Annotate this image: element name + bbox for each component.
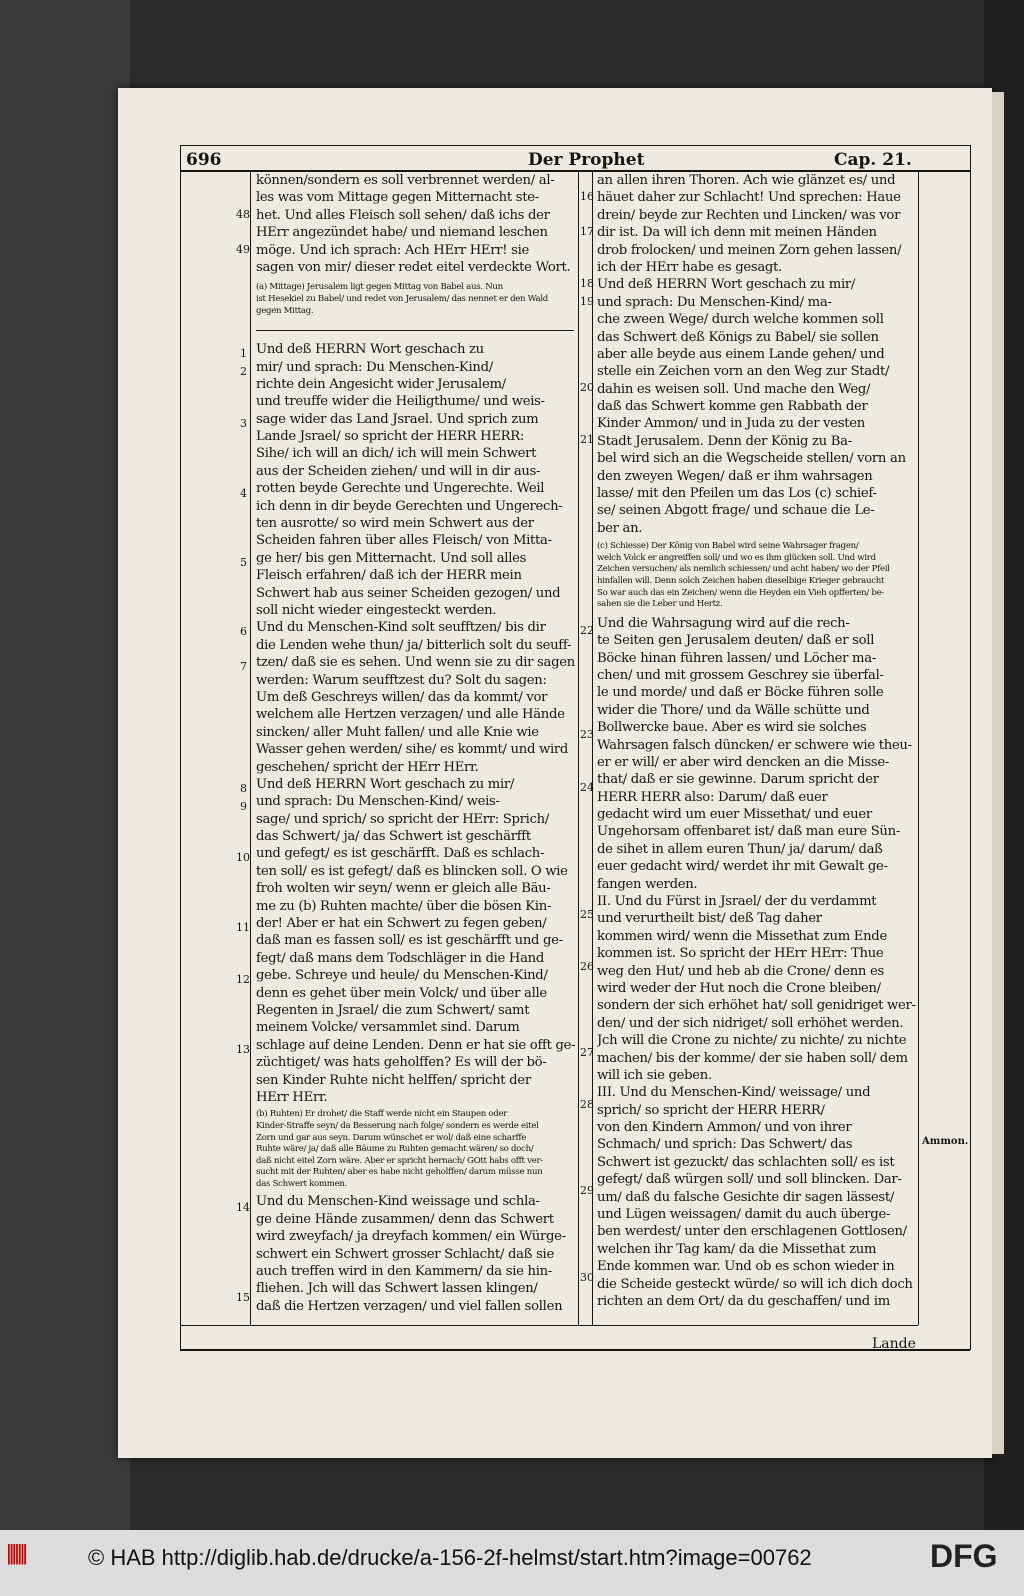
verse-number: 18 [580, 277, 594, 290]
verse-number: 19 [580, 295, 594, 308]
verse-number: 5 [240, 556, 247, 569]
verse-number: 26 [580, 960, 594, 973]
text-line: les was vom Mittage gegen Mitternacht ste- [256, 190, 539, 206]
verse-number: 1 [240, 347, 247, 360]
verse-number: 28 [580, 1098, 594, 1111]
verse-block: Und du Menschen-Kind weissage und schla- ge deine Hände zusammen/ denn das Schwert wird zweyfach/ ja dreyfach kommen/ ein Würge- schwert ein Schwert grosser Schlacht/ daß sie auch treffen wird in den Kammern/ da sie hin- fliehen. Jch will das Schwert lassen klingen/ daß die Hertzen verzagen/ und viel fallen sollen [256, 1194, 566, 1314]
verse-number: 21 [580, 433, 594, 446]
verse-number: 8 [240, 782, 247, 795]
page-edge [992, 92, 1004, 1454]
barcode-icon: ||||||| [6, 1540, 26, 1565]
margin-rule-right [918, 170, 919, 1325]
verse-number: 2 [240, 365, 247, 378]
verse-number: 3 [240, 417, 247, 430]
verse-number: 14 [236, 1201, 250, 1214]
verse-number: 25 [580, 908, 594, 921]
text-line: het. Und alles Fleisch soll sehen/ daß ichs der [256, 207, 550, 223]
verse-number: 16 [580, 190, 594, 203]
catchword: Lande [872, 1336, 916, 1352]
verse-number: 27 [580, 1046, 594, 1059]
verse-number: 10 [236, 851, 250, 864]
dfg-logo: DFG [930, 1538, 998, 1574]
verse-block: Und deß HERRN Wort geschach zu mir/ und sprach: Du Menschen-Kind/ richte dein Angesicht wider Jerusalem/ und treuffe wider die Heiligthume/ und weis- sage wider das Land Jsrael. Und sprich zum Lande Jsrael/ so spricht der HERR HERR: Sihe/ ich will an dich/ ich will mein Schwert aus der Scheiden ziehen/ und will in dir aus- rotten beyde Gerechte und Ungerechte. Weil ich denn in dir beyde Gerechten und Ungerech- ten ausrotte/ so wird mein Schwert aus der Scheiden fahren über alles Fleisch/ von Mitta- ge her/ bis gen Mitternacht. Und soll alles Fleisch erfahren/ daß ich der HERR mein Schwert hab aus seiner Scheiden gezogen/ und soll nicht wieder eingesteckt werden. Und du Menschen-Kind solt seufftzen/ bis dir die Lenden wehe thun/ ja/ bitterlich solt du seuff- tzen/ daß sie es sehen. Und wenn sie zu dir sagen werden: Warum seufftzest du? Solt du sagen: Um deß Geschreys willen/ das da kommt/ vor welchem alle Hertzen verzagen/ und alle Hände sincken/ aller Muht fallen/ und alle Knie wie Wasser gehen werden/ sihe/ es kommt/ und wird geschehen/ spricht der HErr HErr. Und deß HERRN Wort geschach zu mir/ und sprach: Du Menschen-Kind/ weis- sage/ und sprich/ so spricht der HErr: Sprich/ das Schwert/ ja/ das Schwert ist geschärfft und gefegt/ es ist geschärfft. Daß es schlach- ten soll/ es ist gefegt/ daß es blincken soll. O wie froh wolten wir seyn/ wenn er gleich alle Bäu- me zu (b) Ruhten machte/ über die bösen Kin- der! Aber er hat ein Schwert zu fegen geben/ daß man es fassen soll/ es ist geschärfft und ge- fegt/ daß mans dem Todschläger in die Hand gebe. Schreye und heule/ du Menschen-Kind/ denn es gehet über mein Volck/ und über alle Regenten in Jsrael/ die zum Schwert/ samt meinem Volcke/ versammlet sind. Darum schlage auf deine Lenden. Denn er hat sie offt ge- züchtiget/ was hats geholffen? Es will der bö- sen Kinder Ruhte nicht helffen/ spricht der HErr HErr. [256, 342, 576, 1105]
background-left [0, 0, 130, 1596]
verse-number: 13 [236, 1043, 250, 1056]
left-column [256, 172, 576, 1315]
text-line: HErr angezündet habe/ und niemand leschen [256, 225, 548, 241]
verse-number: 6 [240, 625, 247, 638]
verse-number: 11 [236, 921, 250, 934]
verse-number: 29 [580, 1184, 594, 1197]
footnote-a: (a) Mittage) Jerusalem ligt gegen Mittag von Babel aus. Nun ist Hesekiel zu Babel/ und redet von Jerusalem/ das nennet er den Wald gegen Mittag. [256, 282, 548, 316]
verse-number: 20 [580, 381, 594, 394]
verse-number: 48 [236, 208, 250, 221]
running-title: Der Prophet [528, 150, 645, 170]
verse-number: 7 [240, 660, 247, 673]
text-line: können/sondern es soll verbrennet werden/ al- [256, 173, 555, 188]
margin-rule-left [250, 170, 251, 1325]
verse-number: 4 [240, 487, 247, 500]
verse-number: 17 [580, 225, 594, 238]
credit-link[interactable]: © HAB http://diglib.hab.de/drucke/a-156-2f-helmst/start.htm?image=00762 [88, 1545, 812, 1570]
verse-number: 15 [236, 1291, 250, 1304]
verse-number: 12 [236, 973, 250, 986]
text-line: möge. Und ich sprach: Ach HErr HErr! sie [256, 242, 530, 258]
verse-number: 30 [580, 1271, 594, 1284]
verse-block: Und die Wahrsagung wird auf die rech- te Seiten gen Jerusalem deuten/ daß er soll Böcke hinan führen lassen/ und Löcher ma- chen/ und mit grossem Geschrey sie überfal- le und morde/ und daß er Böcke führen solle wider die Thore/ und da Wälle schütte und Bollwercke baue. Aber es wird sie solches Wahrsagen falsch düncken/ er schwere wie theu- er er will/ er aber wird dencken an die Misse- that/ daß er sie gewinne. Darum spricht der HERR HERR also: Darum/ daß euer gedacht wird um euer Missethat/ und euer Ungehorsam offenbaret ist/ daß man eure Sün- de sihet in allem euren Thun/ ja/ darum/ daß euer gedacht wird/ werdet ihr mit Gewalt ge- fangen werden. II. Und du Fürst in Jsrael/ der du verdammt und verurtheilt bist/ deß Tag daher kommen wird/ wenn die Missethat zum Ende kommen ist. So spricht der HErr HErr: Thue weg den Hut/ und heb ab die Crone/ denn es wird weder der Hut noch die Crone bleiben/ sondern der sich erhöhet hat/ soll genidriget wer- den/ und der sich nidriget/ soll erhöhet werden. Jch will die Crone zu nichte/ zu nichte/ zu nichte machen/ bis der komme/ der sie haben soll/ dem will ich sie geben. III. Und du Menschen-Kind/ weissage/ und sprich/ so spricht der HERR HERR/ von den Kindern Ammon/ und von ihrer Schmach/ und sprich: Das Schwert/ das Schwert ist gezuckt/ das schlachten soll/ es ist gefegt/ daß würgen soll/ und soll blincken. Dar- um/ daß du falsche Gesichte dir sagen lässest/ und Lügen weissagen/ damit du auch überge- ben werdest/ unter den erschlagenen Gottlosen/ welchen ihr Tag kam/ da die Missethat zum Ende kommen war. Und ob es schon wieder in die Scheide gesteckt würde/ so will ich dich doch richten an dem Ort/ da du geschaffen/ und im [597, 615, 916, 1309]
column-rule-1 [578, 170, 579, 1325]
top-rule [180, 145, 970, 146]
frame-left [180, 145, 181, 1350]
chapter-label: Cap. 21. [834, 150, 912, 170]
text-line: sagen von mir/ dieser redet eitel verdeckte Wort. [256, 259, 571, 275]
right-column: an allen ihren Thoren. Ach wie glänzet es/ und häuet daher zur Schlacht! Und sprechen: Haue drein/ beyde zur Rechten und Lincken/ was vor dir ist. Da will ich denn mit meinen Händen drob frolocken/ und meinen Zorn gehen lassen/ ich der HErr habe es gesagt. Und deß HERRN Wort geschach zu mir/ und sprach: Du Menschen-Kind/ ma- che zween Wege/ durch welche kommen soll das Schwert deß Königs zu Babel/ sie sollen aber alle beyde aus einem Lande gehen/ und stelle ein Zeichen vorn an den Weg zur Stadt/ dahin es weisen soll. Und mache den Weg/ daß das Schwert komme gen Rabbath der Kinder Ammon/ und in Juda zu der vesten Stadt Jerusalem. Denn der König zu Ba- bel wird sich an die Wegscheide stellen/ vorn an den zweyen Wegen/ daß er ihm wahrsagen lasse/ mit den Pfeilen um das Los (c) schief- se/ seinen Abgott frage/ und schaue die Le- ber an. (c) Schiesse) Der König von Babel wird seine Wahrsager fragen/ welch Volck er angreiffen soll/ und wo es ihm glücken soll. Und wird Zeichen versuchen/ als nemlich schiessen/ und acht haben/ wo der Pfeil hinfallen will. Denn solch Zeichen haben dieselbige Krieger gebraucht So war auch das ein Zeichen/ wenn die Heyden ein Vieh opfferten/ be- sahen sie die Leber und Hertz. Und die Wahrsagung wird auf die rech- te Seiten gen Jerusalem deuten/ daß er soll Böcke hinan führen lassen/ und Löcher ma- chen/ und mit grossem Geschrey sie überfal- le und morde/ und daß er Böcke führen solle wider die Thore/ und da Wälle schütte und Bollwercke baue. Aber es wird sie solches Wahrsagen falsch düncken/ er schwere wie theu- er er will/ er aber wird dencken an die Misse- that/ daß er sie gewinne. Darum spricht der HERR HERR also: Darum/ daß euer gedacht wird um euer Missethat/ und euer Ungehorsam offenbaret ist/ daß man eure Sün- de sihet in allem euren Thun/ ja/ darum/ daß euer gedacht wird/ werdet ihr mit Gewalt ge- fangen werden. II. Und du Fürst in Jsrael/ der du verdammt und verurtheilt bist/ deß Tag daher kommen wird/ wenn die Missethat zum Ende kommen ist. So spricht der HErr HErr: Thue weg den Hut/ und heb ab die Crone/ denn es wird weder der Hut noch die Crone bleiben/ sondern der sich erhöhet hat/ soll genidriget wer- den/ und der sich nidriget/ soll erhöhet werden. Jch will die Crone zu nichte/ zu nichte/ zu nichte machen/ bis der komme/ der sie haben soll/ dem will ich sie geben. III. Und du Menschen-Kind/ weissage/ und sprich/ so spricht der HERR HERR/ von den Kindern Ammon/ und von ihrer Schmach/ und sprich: Das Schwert/ das Schwert ist gezuckt/ das schlachten soll/ es ist gefegt/ daß würgen soll/ und soll blincken. Dar- um/ daß du falsche Gesichte dir sagen lässest/ und Lügen weissagen/ damit du auch überge- ben werdest/ unter den erschlagenen Gottlosen/ welchen ihr Tag kam/ da die Missethat zum Ende kommen war. Und ob es schon wieder in die Scheide gesteckt würde/ so will ich dich doch richten an dem Ort/ da du geschaffen/ und im [597, 173, 916, 1309]
verse-number: 24 [580, 781, 594, 794]
bottom-rule [180, 1325, 918, 1326]
column-rule-2 [592, 170, 593, 1325]
frame-right [970, 145, 971, 1350]
verse-number: 23 [580, 728, 594, 741]
footnote-c: (c) Schiesse) Der König von Babel wird seine Wahrsager fragen/ welch Volck er angreiffen soll/ und wo es ihm glücken soll. Und wird Zeichen versuchen/ als nemlich schiessen/ und acht haben/ wo der Pfeil hinfallen will. Denn solch Zeichen haben dieselbige Krieger gebraucht So war auch das ein Zeichen/ wenn die Heyden ein Vieh opfferten/ be- sahen sie die Leber und Hertz. [597, 541, 890, 610]
page-number: 696 [186, 150, 222, 170]
marginal-note: Ammon. [922, 1136, 969, 1147]
verse-number: 9 [240, 800, 247, 813]
footnote-b: (b) Ruhten) Er drohet/ die Staff werde nicht ein Staupen oder Kinder-Straffe seyn/ da Besserung nach folge/ sondern es werde eitel Zorn und gar aus seyn. Darum wünschet er wol/ daß eine scharffe Ruhte wäre/ ja/ daß alle Bäume zu Ruhten gemacht wären/ so doch/ daß nicht eitel Zorn wäre. Aber er spricht hernach/ GOtt habs offt ver- sucht mit der Ruhten/ aber es habe nicht geholffen/ darum müsse nun das Schwert kommen. [256, 1109, 543, 1189]
verse-number: 49 [236, 243, 250, 256]
footer-rule [180, 1349, 970, 1351]
verse-number: 22 [580, 624, 594, 637]
